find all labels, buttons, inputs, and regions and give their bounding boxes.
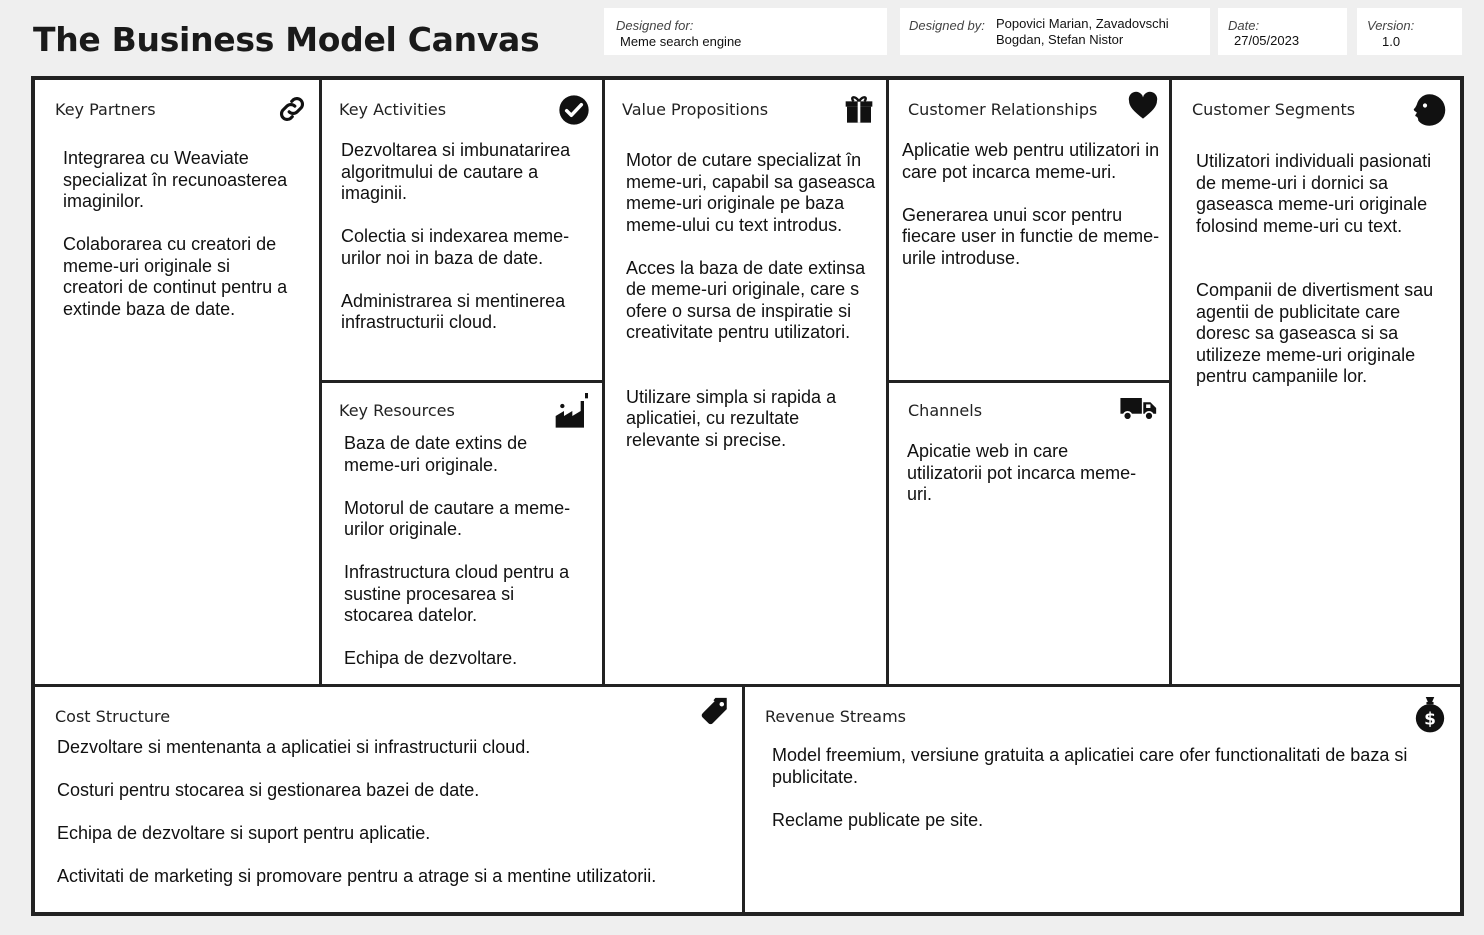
key-partners-title: Key Partners xyxy=(55,100,156,119)
key-partners-cell xyxy=(35,80,319,684)
list-item: Apicatie web in care utilizatorii pot incarca meme-uri. xyxy=(907,441,1137,504)
designed-by-value-line2: Bogdan, Stefan Nistor xyxy=(996,32,1124,47)
list-item: Echipa de dezvoltare. xyxy=(344,648,518,668)
value-propositions-cell xyxy=(605,80,886,684)
list-item: Activitati de marketing si promovare pentru a atrage si a mentine utilizatorii. xyxy=(57,866,657,886)
version-value: 1.0 xyxy=(1382,34,1401,49)
customer-segments-body xyxy=(1196,151,1446,388)
list-item: Acces la baza de date extinsa de meme-uri originale, care s ofere o sursa de inspiratie si creativitate pentru utilizatori. xyxy=(626,257,866,342)
list-item: Utilizatori individuali pasionati de meme-uri i dornici sa gaseasca meme-uri originale folosind meme-uri cu text. xyxy=(1196,151,1432,236)
customer-relationships-body xyxy=(902,140,1164,269)
list-item: Companii de divertisment sau agentii de publicitate care doresc sa gaseasca si sa utilizeze meme-uri originale pentru campaniile lor. xyxy=(1196,280,1434,386)
customer-relationships-cell xyxy=(889,80,1169,380)
list-item: Motor de cutare specializat în meme-uri, capabil sa gaseasca meme-uri originale pe baza meme-ului cu text introdus. xyxy=(626,150,876,235)
list-item: Motorul de cautare a meme-urilor originale. xyxy=(344,497,571,539)
date-value: 27/05/2023 xyxy=(1234,33,1300,48)
designed-by-label: Designed by: xyxy=(909,18,985,33)
svg-text:$: $ xyxy=(1424,709,1436,730)
list-item: Costuri pentru stocarea si gestionarea bazei de date. xyxy=(57,780,480,800)
list-item: Model freemium, versiune gratuita a aplicatiei care ofer functionalitati de baza si publicitate. xyxy=(772,745,1408,787)
face-icon xyxy=(1410,92,1446,128)
list-item: Baza de date extins de meme-uri originale. xyxy=(344,433,528,475)
page-title: The Business Model Canvas xyxy=(33,20,540,59)
cost-structure-body xyxy=(57,737,737,888)
revenue-streams-cell xyxy=(745,687,1460,912)
list-item: Administrarea si mentinerea infrastructurii cloud. xyxy=(341,290,566,332)
value-propositions-body xyxy=(626,150,876,451)
date-box xyxy=(1218,8,1347,55)
price-tag-icon xyxy=(697,695,731,729)
version-box xyxy=(1357,8,1462,55)
money-bag-icon xyxy=(1413,695,1447,733)
list-item: Generarea unui scor pentru fiecare user in functie de meme-urile introduse. xyxy=(902,204,1160,268)
key-activities-body xyxy=(341,140,586,334)
key-resources-title: Key Resources xyxy=(339,401,455,420)
key-partners-body xyxy=(63,148,288,320)
link-icon xyxy=(275,92,309,126)
check-circle-icon xyxy=(558,94,590,126)
list-item: Utilizare simpla si rapida a aplicatiei, cu rezultate relevante si precise. xyxy=(626,386,837,450)
channels-cell xyxy=(889,383,1169,684)
customer-segments-cell xyxy=(1172,80,1460,684)
key-resources-cell xyxy=(322,383,602,684)
list-item: Colectia si indexarea meme-urilor noi in baza de date. xyxy=(341,226,570,268)
designed-for-box xyxy=(604,8,887,55)
revenue-streams-title: Revenue Streams xyxy=(765,707,906,726)
channels-title: Channels xyxy=(908,401,983,420)
list-item: Colaborarea cu creatori de meme-uri originale si creatori de continut pentru a extinde baza de date. xyxy=(63,234,288,319)
channels-body xyxy=(907,441,1137,506)
list-item: Dezvoltare si mentenanta a aplicatiei si infrastructurii cloud. xyxy=(57,737,531,757)
designed-by-box xyxy=(900,8,1210,55)
customer-segments-title: Customer Segments xyxy=(1192,100,1356,119)
key-resources-body xyxy=(344,433,584,670)
key-activities-cell xyxy=(322,80,602,380)
key-activities-title: Key Activities xyxy=(339,100,447,119)
designed-for-label: Designed for: xyxy=(616,18,694,33)
date-label: Date: xyxy=(1228,18,1260,33)
revenue-streams-body xyxy=(772,745,1412,831)
designed-for-value: Meme search engine xyxy=(620,34,742,49)
cost-structure-title: Cost Structure xyxy=(55,707,171,726)
cost-structure-cell xyxy=(35,687,742,912)
customer-relationships-title: Customer Relationships xyxy=(908,100,1098,119)
truck-icon xyxy=(1119,391,1159,425)
list-item: Echipa de dezvoltare si suport pentru aplicatie. xyxy=(57,823,431,843)
list-item: Aplicatie web pentru utilizatori in care pot incarca meme-uri. xyxy=(902,140,1160,182)
designed-by-value-line1: Popovici Marian, Zavadovschi xyxy=(996,16,1169,31)
business-model-canvas xyxy=(31,76,1464,916)
version-label: Version: xyxy=(1367,18,1415,33)
list-item: Reclame publicate pe site. xyxy=(772,809,984,830)
factory-icon xyxy=(554,391,594,431)
gift-icon xyxy=(843,92,875,124)
value-propositions-title: Value Propositions xyxy=(622,100,769,119)
list-item: Dezvoltarea si imbunatarirea algoritmului de cautare a imaginii. xyxy=(341,140,571,203)
list-item: Infrastructura cloud pentru a sustine procesarea si stocarea datelor. xyxy=(344,562,570,625)
list-item: Integrarea cu Weaviate specializat în recunoasterea imaginilor. xyxy=(63,148,288,211)
heart-icon xyxy=(1127,90,1159,122)
